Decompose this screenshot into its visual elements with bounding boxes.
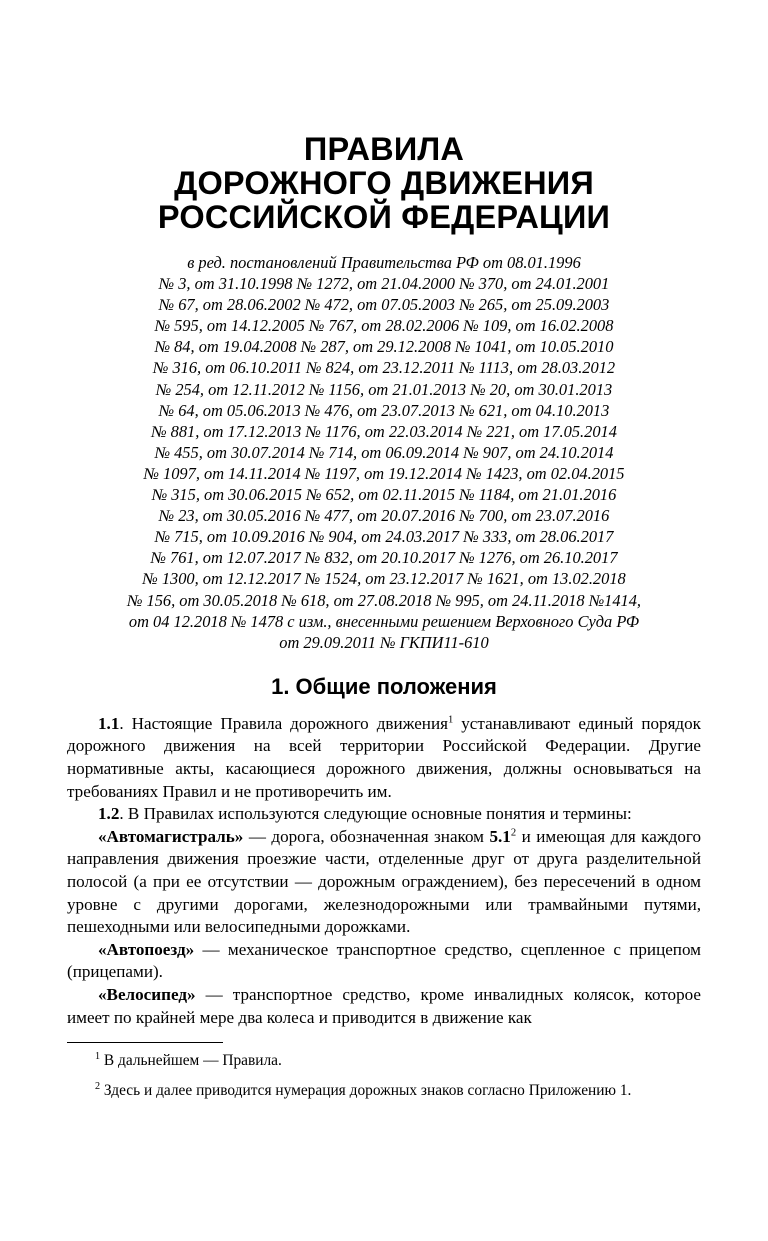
definition-text: и имеющая для каждого направления движения проезжие части, отделенные друг от друга разделительной полосой (а при ее отсутствии — дорожным ограждением), без пересечений в одном уровне с другими дорогами, железнодорожными или трамвайными путями, пешеходными или велосипедными дорожками. (67, 826, 702, 937)
amendment-line: № 455, от 30.07.2014 № 714, от 06.09.2014 № 907, от 24.10.2014 (154, 442, 614, 462)
amendment-line: № 67, от 28.06.2002 № 472, от 07.05.2003 № 265, от 25.09.2003 (158, 295, 610, 315)
definition-avtomagistral (67, 826, 701, 939)
definition-text: — транспортное средство, кроме инвалидных колясок, которое имеет по крайней мере два колеса и приводится в движение как (67, 984, 701, 1027)
amendment-line: № 84, от 19.04.2008 № 287, от 29.12.2008 № 1041, от 10.05.2010 (154, 337, 614, 357)
amendment-line: № 595, от 14.12.2005 № 767, от 28.02.2006 № 109, от 16.02.2008 (154, 316, 614, 336)
amendment-line: № 3, от 31.10.1998 № 1272, от 21.04.2000 № 370, от 24.01.2001 (158, 274, 610, 294)
paragraph-text: . Настоящие Правила дорожного движения (119, 713, 448, 733)
paragraph-text: устанавливают единый порядок дорожного движения на всей территории Российской Федерации. Другие нормативные акты, касающиеся дорожного движения, должны основываться на требованиях Правил и не противоречить им. (67, 713, 701, 801)
amendment-line: № 64, от 05.06.2013 № 476, от 23.07.2013 № 621, от 04.10.2013 (158, 400, 610, 420)
definition-text: — механическое транспортное средство, сцепленное с прицепом (прицепами). (67, 939, 701, 982)
paragraph-1-1 (67, 713, 701, 803)
footnote-item (67, 1050, 701, 1071)
footnote-ref-1: 1 (447, 714, 454, 726)
paragraph-number: 1.2 (98, 804, 120, 824)
footnote-separator-rule (67, 1042, 223, 1043)
paragraph-text: . В Правилах используются следующие основные понятия и термины: (119, 804, 632, 824)
section-heading: 1. Общие положения (271, 673, 497, 699)
footnote-text: В дальнейшем — Правила. (100, 1052, 282, 1069)
page-title (67, 0, 701, 234)
title-line: РОССИЙСКОЙ ФЕДЕРАЦИИ (157, 199, 611, 235)
amendment-line: № 881, от 17.12.2013 № 1176, от 22.03.2014 № 221, от 17.05.2014 (151, 421, 617, 441)
footnotes-block (67, 1042, 701, 1101)
amendment-line: № 1097, от 14.11.2014 № 1197, от 19.12.2014 № 1423, от 02.04.2015 (143, 463, 625, 483)
paragraph-1-2 (67, 803, 701, 826)
definition-term: «Автопоезд» (98, 939, 195, 959)
body-text (67, 700, 701, 1029)
footnote-text: Здесь и далее приводится нумерация дорожных знаков согласно Приложению 1. (100, 1082, 632, 1099)
amendment-line: № 23, от 30.05.2016 № 477, от 20.07.2016 № 700, от 23.07.2016 (158, 506, 610, 526)
amendments-block (67, 234, 701, 653)
paragraph-number: 1.1 (98, 713, 120, 733)
footnote-marker: 2 (95, 1080, 101, 1092)
amendment-line: от 04 12.2018 № 1478 с изм., внесенными решением Верховного Суда РФ (128, 611, 640, 631)
amendment-line: № 156, от 30.05.2018 № 618, от 27.08.2018 № 995, от 24.11.2018 №1414, (126, 590, 642, 610)
definition-term: «Велосипед» (98, 984, 196, 1004)
amendment-line: № 715, от 10.09.2016 № 904, от 24.03.2017 № 333, от 28.06.2017 (154, 527, 614, 547)
title-line: ПРАВИЛА (303, 131, 465, 167)
amendment-line: № 1300, от 12.12.2017 № 1524, от 23.12.2017 № 1621, от 13.02.2018 (142, 569, 626, 589)
amendment-line: № 761, от 12.07.2017 № 832, от 20.10.2017 № 1276, от 26.10.2017 (150, 548, 618, 568)
footnote-item (67, 1080, 701, 1101)
amendment-line: № 254, от 12.11.2012 № 1156, от 21.01.2013 № 20, от 30.01.2013 (155, 379, 613, 399)
amendment-line: № 315, от 30.06.2015 № 652, от 02.11.2015 № 1184, от 21.01.2016 (151, 485, 617, 505)
page-content (67, 0, 701, 1029)
amendment-line: в ред. постановлений Правительства РФ от 08.01.1996 (187, 253, 581, 272)
definition-avtopoezd (67, 939, 701, 984)
definition-term: «Автомагистраль» (98, 826, 244, 846)
definition-velosiped (67, 984, 701, 1029)
amendment-line: от 29.09.2011 № ГКПИ11-610 (279, 632, 489, 652)
definition-text: — дорога, обозначенная знаком (243, 826, 490, 846)
footnote-ref-2: 2 (510, 827, 517, 839)
road-sign-reference: 5.1 (489, 826, 511, 846)
amendment-line: № 316, от 06.10.2011 № 824, от 23.12.2011 № 1113, от 28.03.2012 (152, 358, 616, 378)
footnote-marker: 1 (95, 1050, 101, 1062)
title-line: ДОРОЖНОГО ДВИЖЕНИЯ (174, 165, 594, 201)
